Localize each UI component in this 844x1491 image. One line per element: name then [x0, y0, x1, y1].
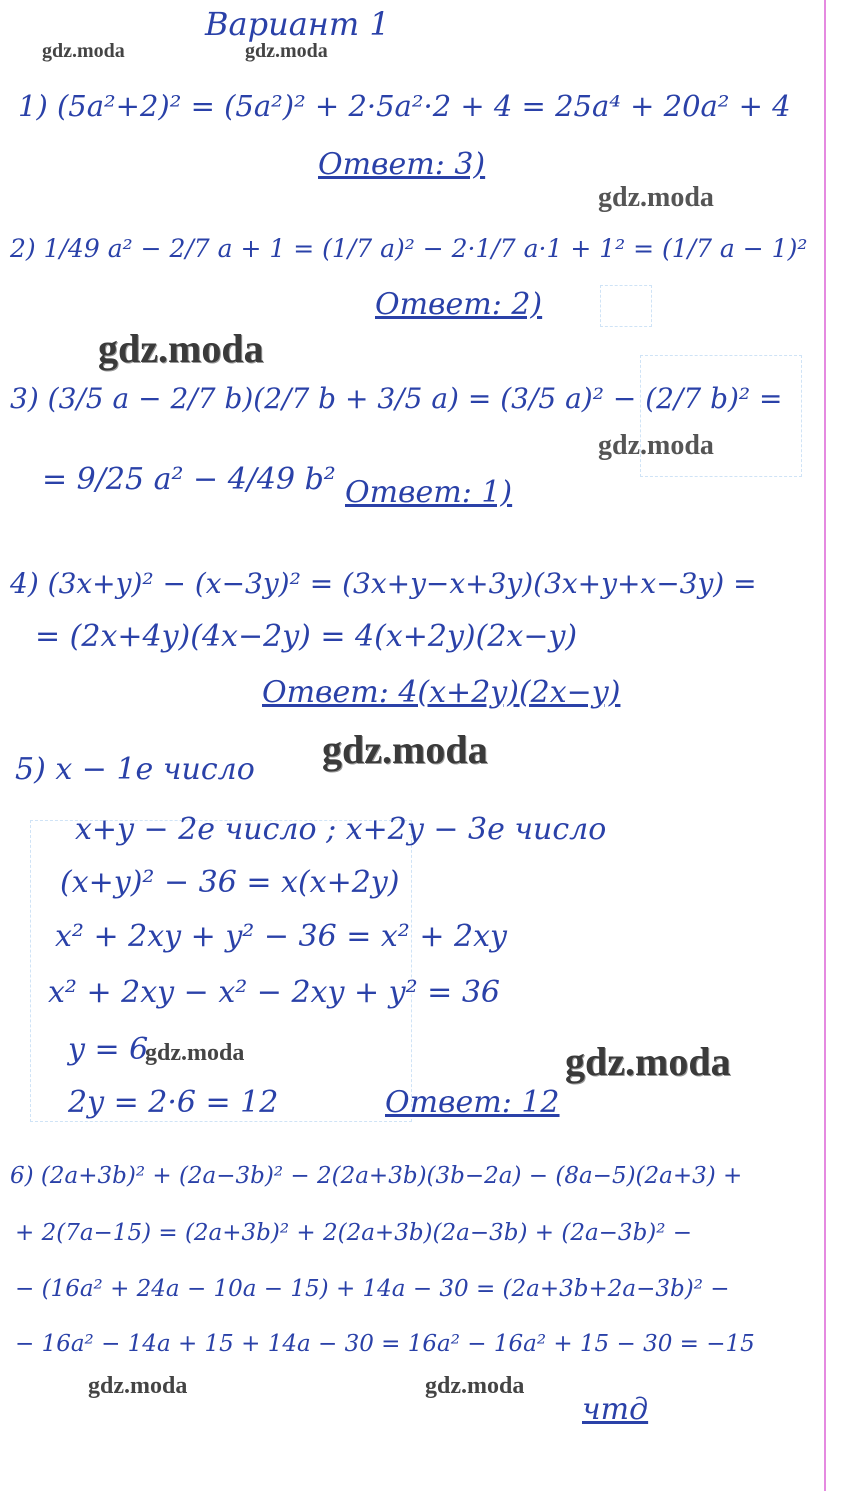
- task-5-line-6: y = 6: [68, 1032, 149, 1067]
- task-5-answer: Ответ: 12: [385, 1085, 560, 1120]
- watermark: gdz.moda: [145, 1040, 245, 1066]
- task-6-line-1: 6) (2a+3b)² + (2a−3b)² − 2(2a+3b)(3b−2a) − (8a−5)(2a+3) +: [10, 1163, 743, 1189]
- task-6-qed: чтд: [582, 1392, 649, 1427]
- task-5-line-5: x² + 2xy − x² − 2xy + y² = 36: [48, 975, 500, 1010]
- task-5-line-3: (x+y)² − 36 = x(x+2y): [60, 865, 400, 900]
- watermark: gdz.moda: [322, 727, 488, 772]
- page-title: Вариант 1: [205, 5, 390, 43]
- watermark: gdz.moda: [565, 1039, 731, 1084]
- task-6-line-2: + 2(7a−15) = (2a+3b)² + 2(2a+3b)(2a−3b) + (2a−3b)² −: [15, 1220, 693, 1246]
- task-5-line-1: 5) x − 1е число: [15, 752, 255, 787]
- task-1-line: 1) (5a²+2)² = (5a²)² + 2·5a²·2 + 4 = 25a⁴ + 20a² + 4: [18, 89, 791, 123]
- task-3-answer: Ответ: 1): [345, 475, 513, 510]
- watermark: gdz.moda: [42, 40, 125, 62]
- task-3-line-2: = 9/25 a² − 4/49 b²: [42, 462, 336, 497]
- task-6-line-4: − 16a² − 14a + 15 + 14a − 30 = 16a² − 16a² + 15 − 30 = −15: [15, 1331, 755, 1357]
- task-5-line-4: x² + 2xy + y² − 36 = x² + 2xy: [55, 919, 507, 954]
- watermark: gdz.moda: [88, 1373, 188, 1399]
- grid-patch: [600, 285, 652, 327]
- task-4-line-1: 4) (3x+y)² − (x−3y)² = (3x+y−x+3y)(3x+y+x−3y) =: [10, 567, 757, 600]
- task-5-line-7: 2y = 2·6 = 12: [68, 1085, 279, 1120]
- margin-line: [824, 0, 826, 1491]
- task-1-answer: Ответ: 3): [318, 147, 486, 182]
- task-4-answer: Ответ: 4(x+2y)(2x−y): [262, 675, 621, 710]
- watermark: gdz.moda: [98, 326, 264, 371]
- task-2-line: 2) 1/49 a² − 2/7 a + 1 = (1/7 a)² − 2·1/7 a·1 + 1² = (1/7 a − 1)²: [10, 234, 808, 263]
- task-6-line-3: − (16a² + 24a − 10a − 15) + 14a − 30 = (2a+3b+2a−3b)² −: [15, 1276, 730, 1302]
- task-4-line-2: = (2x+4y)(4x−2y) = 4(x+2y)(2x−y): [35, 619, 578, 654]
- watermark: gdz.moda: [598, 430, 714, 461]
- watermark: gdz.moda: [245, 40, 328, 62]
- task-3-line-1: 3) (3/5 a − 2/7 b)(2/7 b + 3/5 a) = (3/5 a)² − (2/7 b)² =: [10, 382, 783, 415]
- watermark: gdz.moda: [425, 1373, 525, 1399]
- watermark: gdz.moda: [598, 182, 714, 213]
- task-5-line-2: x+y − 2е число ; x+2y − 3е число: [75, 812, 607, 847]
- task-2-answer: Ответ: 2): [375, 287, 543, 322]
